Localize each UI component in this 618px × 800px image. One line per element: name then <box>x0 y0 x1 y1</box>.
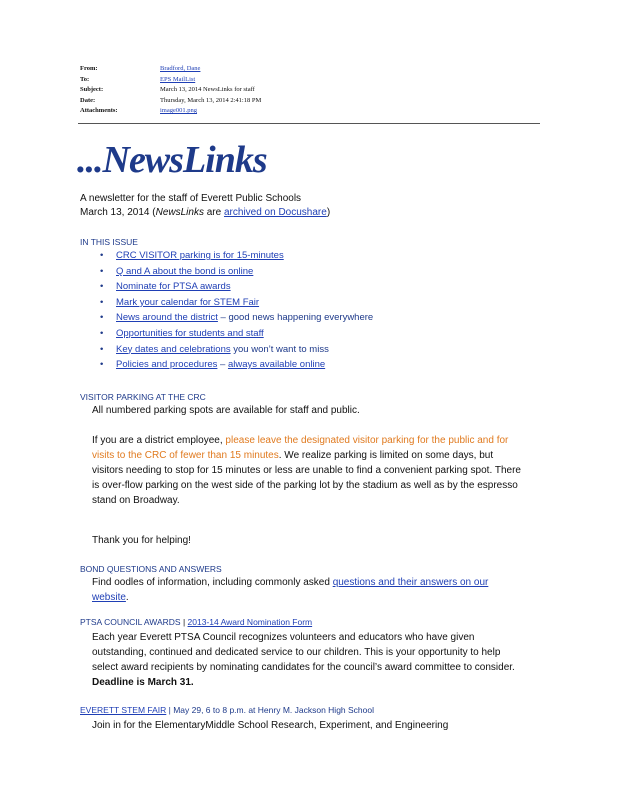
ptsa-form-link[interactable]: 2013-14 Award Nomination Form <box>187 617 313 627</box>
toc-item <box>100 342 373 358</box>
header-row-subject <box>80 85 261 96</box>
ptsa-deadline: Deadline is March 31. <box>92 677 194 688</box>
toc-item <box>100 310 373 326</box>
toc-tail: – <box>217 359 228 371</box>
toc-item <box>100 279 373 295</box>
toc-link[interactable]: Opportunities for students and staff <box>116 327 264 339</box>
visitor-p2 <box>92 433 522 508</box>
toc-item <box>100 295 373 311</box>
email-header <box>80 64 261 117</box>
stem-details: | May 29, 6 to 8 p.m. at Henry M. Jackson High School <box>166 705 374 715</box>
header-row-to <box>80 75 261 86</box>
header-key: Date: <box>80 96 96 104</box>
toc-list <box>100 248 373 373</box>
are-text: are <box>203 207 224 218</box>
visitor-p2-start: If you are a district employee, <box>92 435 226 446</box>
toc-link-secondary[interactable]: always available online <box>227 359 326 371</box>
toc-tail: you won’t want to miss <box>230 343 329 355</box>
toc-link[interactable]: News around the district <box>116 312 218 324</box>
ptsa-heading-text: PTSA COUNCIL AWARDS <box>80 617 181 627</box>
from-link[interactable]: Bradford, Dane <box>160 65 201 72</box>
header-key: From: <box>80 65 98 72</box>
header-row-date <box>80 96 261 107</box>
ptsa-body: Each year Everett PTSA Council recognizes volunteers and educators who have given outstanding, continued and dedicated service to our children. This is your opportunity to help select award recipients by nominating candidates for the council’s award committee to consider. <box>92 632 515 673</box>
toc-link[interactable]: CRC VISITOR parking is for 15-minutes <box>116 250 284 261</box>
visitor-heading: VISITOR PARKING AT THE CRC <box>80 392 206 402</box>
attachment-link[interactable]: image001.png <box>160 107 198 114</box>
header-divider <box>78 123 540 124</box>
visitor-p1: All numbered parking spots are available for staff and public. <box>92 405 360 416</box>
in-this-issue-heading: IN THIS ISSUE <box>80 237 138 247</box>
intro <box>80 192 330 220</box>
toc-link[interactable]: Policies and procedures <box>116 359 218 371</box>
toc-link[interactable]: Key dates and celebrations <box>116 343 231 355</box>
ptsa-heading <box>80 617 312 627</box>
ptsa-text <box>92 630 522 690</box>
newsletter-title: ...NewsLinks <box>77 139 267 181</box>
ptsa-separator: | <box>180 617 188 627</box>
toc-link[interactable]: Q and A about the bond is online <box>116 265 254 277</box>
toc-item <box>100 326 373 342</box>
to-link[interactable]: EPS MailList <box>160 75 196 83</box>
toc-item <box>100 357 373 373</box>
visitor-p2-end: . We realize parking is limited on some days, but visitors needing to stop for 15 minutes or less are unable to find a convenient parking spot. There is over-flow parking on the west side of the parking lot by the stadium as well as by the espresso stand on Broadway. <box>92 450 521 506</box>
header-key: To: <box>80 75 90 83</box>
visitor-p3: Thank you for helping! <box>92 535 191 546</box>
stem-heading <box>80 705 374 715</box>
bond-qa-link[interactable]: questions and their answers on our website <box>92 577 489 603</box>
toc-item <box>100 248 373 264</box>
subject-value: March 13, 2014 NewsLinks for staff <box>160 86 255 93</box>
toc-link[interactable]: Mark your calendar for STEM Fair <box>116 296 260 308</box>
archived-link[interactable]: archived on Docushare <box>223 207 327 218</box>
visitor-p2-highlight: please leave the designated visitor parking for the public and for visits to the CRC of fewer than 15 minutes <box>92 435 509 461</box>
toc-link[interactable]: Nominate for PTSA awards <box>116 281 231 293</box>
date-value: Thursday, March 13, 2014 2:41:18 PM <box>160 96 262 104</box>
header-key: Subject: <box>80 86 104 93</box>
bond-text <box>92 575 522 605</box>
bond-heading: BOND QUESTIONS AND ANSWERS <box>80 564 222 574</box>
bond-end: . <box>125 592 129 603</box>
stem-text: Join in for the ElementaryMiddle School Research, Experiment, and Engineering <box>92 720 449 731</box>
newslinks-name: NewsLinks <box>155 207 204 218</box>
intro-line: A newsletter for the staff of Everett Public Schools <box>80 193 302 204</box>
close-paren: ) <box>326 207 331 218</box>
header-key: Attachments: <box>80 107 118 114</box>
intro-date-line <box>80 206 330 220</box>
bond-body: Find oodles of information, including commonly asked <box>92 577 333 588</box>
header-row-attachments <box>80 106 261 117</box>
issue-date: March 13, 2014 ( <box>80 207 156 218</box>
toc-tail: – good news happening everywhere <box>217 312 374 324</box>
header-row-from <box>80 64 261 75</box>
toc-item <box>100 264 373 280</box>
stem-fair-link[interactable]: EVERETT STEM FAIR <box>80 705 167 715</box>
